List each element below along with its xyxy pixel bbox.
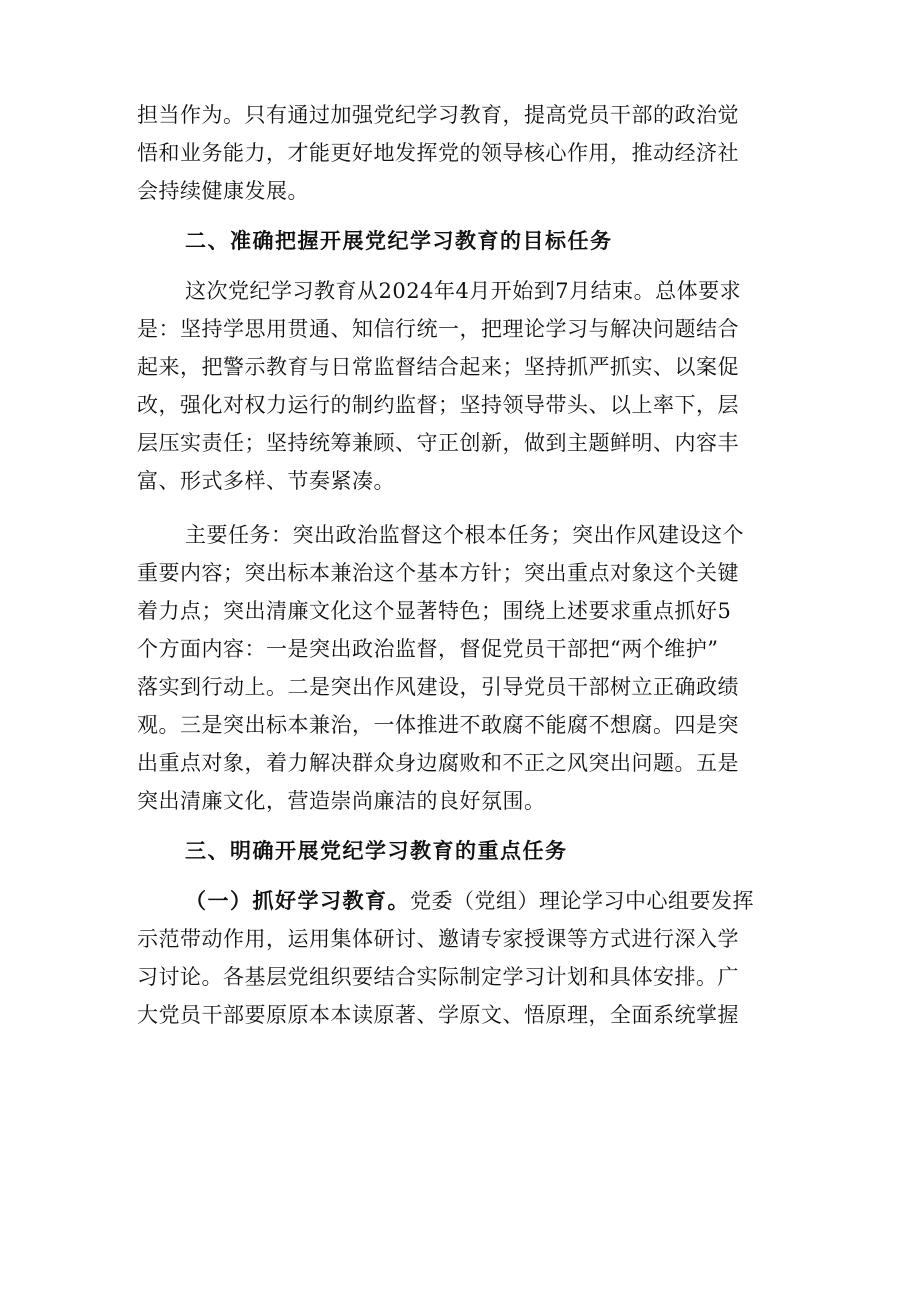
text-line: 大党员干部要原原本本读原著、学原文、悟原理，全面系统掌握	[137, 1003, 739, 1027]
text-line: 这次党纪学习教育从2024年4月开始到7月结束。总体要求	[185, 279, 742, 303]
text-line: 改，强化对权力运行的制约监督；坚持领导带头、以上率下，层	[137, 393, 739, 417]
study-paragraph	[137, 882, 789, 1034]
text-line: 着力点；突出清廉文化这个显著特色；围绕上述要求重点抓好5	[137, 599, 732, 623]
text-line: 习讨论。各基层党组织要结合实际制定学习计划和具体安排。广	[137, 965, 739, 989]
text-line: 个方面内容：一是突出政治监督，督促党员干部把“两个维护”	[137, 637, 719, 661]
text-line: 起来，把警示教育与日常监督结合起来；坚持抓严抓实、以案促	[137, 355, 739, 379]
section-heading-3: 三、明确开展党纪学习教育的重点任务	[185, 839, 568, 863]
text-line: 突出清廉文化，营造崇尚廉洁的良好氛围。	[137, 789, 546, 813]
text-line: 重要内容；突出标本兼治这个基本方针；突出重点对象这个关键	[137, 561, 739, 585]
text-line: 担当作为。只有通过加强党纪学习教育，提高党员干部的政治觉	[137, 103, 739, 127]
goal-paragraph	[137, 272, 789, 500]
intro-paragraph	[137, 96, 789, 210]
text-line: 观。三是突出标本兼治，一体推进不敢腐不能腐不想腐。四是突	[137, 713, 739, 737]
document-body	[137, 96, 789, 1034]
text-line: 会持续健康发展。	[137, 179, 309, 203]
text-line: 富、形式多样、节奏紧凑。	[137, 469, 395, 493]
section-heading-2: 二、准确把握开展党纪学习教育的目标任务	[185, 229, 613, 253]
text-line	[137, 882, 789, 920]
text-line: 是：坚持学思用贯通、知信行统一，把理论学习与解决问题结合	[137, 317, 739, 341]
text-line: 主要任务：突出政治监督这个根本任务；突出作风建设这个	[185, 523, 744, 547]
text-line: 示范带动作用，运用集体研讨、邀请专家授课等方式进行深入学	[137, 927, 739, 951]
text-line: 落实到行动上。二是突出作风建设，引导党员干部树立正确政绩	[137, 675, 739, 699]
subsection-title: （一）抓好学习教育。	[185, 889, 410, 913]
subsection-lead-text: 党委（党组）理论学习中心组要发挥	[410, 889, 754, 913]
text-line: 层压实责任；坚持统筹兼顾、守正创新，做到主题鲜明、内容丰	[137, 431, 739, 455]
text-line: 出重点对象，着力解决群众身边腐败和不正之风突出问题。五是	[137, 751, 739, 775]
text-line: 悟和业务能力，才能更好地发挥党的领导核心作用，推动经济社	[137, 141, 739, 165]
tasks-paragraph	[137, 516, 789, 820]
